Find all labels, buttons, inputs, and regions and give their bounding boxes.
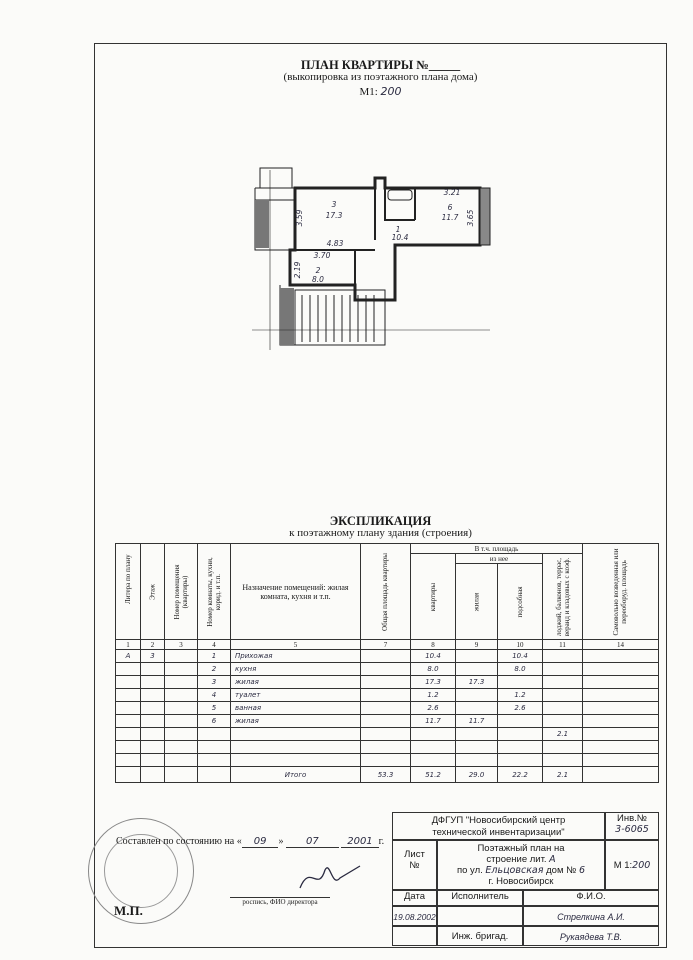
dim-3-65: 3.65 (466, 209, 475, 227)
table-row-empty (116, 754, 659, 767)
date-label: Дата (392, 890, 437, 906)
room-1-area: 10.4 (391, 233, 409, 242)
table-row-empty (116, 741, 659, 754)
executor-name: Стрелкина А.И. (523, 906, 659, 926)
hdr-apartment-no: Номер помещения (квартиры) (165, 544, 198, 640)
room-3-area: 17.3 (325, 211, 343, 220)
total-row: Итого 53.3 51.2 29.0 22.2 2.1 (116, 767, 659, 783)
table-row: 2.1 (116, 728, 659, 741)
executor-label: Исполнитель (437, 890, 523, 906)
title-block (392, 812, 659, 947)
hdr-purpose: Назначение помещений: жилая комната, кухня и т.п. (231, 544, 361, 640)
hdr-incl-area: В т.ч. площадь (411, 544, 583, 554)
dim-4-83: 4.83 (326, 239, 344, 248)
explication-subtitle: к поэтажному плану здания (строения) (289, 527, 472, 539)
director-signature (290, 858, 370, 898)
plan-subtitle: (выкопировка из поэтажного плана дома) (283, 71, 478, 83)
room-6-number: 6 (447, 203, 453, 212)
signature-label: роспись, ФИО директора (230, 897, 330, 906)
dim-3-70: 3.70 (313, 251, 331, 260)
hdr-room-no: Номер комнаты, кухни, корид. и т.п. (198, 544, 231, 640)
room-2-area: 8.0 (312, 275, 324, 284)
room-2-number: 2 (315, 266, 321, 275)
hdr-auxiliary: подсобная (498, 564, 543, 640)
hdr-unauthorized: Самовольно возведенная или переоборуд. площадь (583, 544, 659, 640)
explication-title: ЭКСПЛИКАЦИЯ (329, 514, 432, 528)
plan-title: ПЛАН КВАРТИРЫ №_____ (300, 58, 461, 72)
hdr-floor: Этаж (141, 544, 165, 640)
hdr-of-which: из нее (456, 554, 543, 564)
explication-table (115, 543, 659, 783)
table-row: 2 кухня 8.0 8.0 (116, 663, 659, 676)
mp-label: М.П. (114, 903, 143, 918)
table-row: 4 туалет 1.2 1.2 (116, 689, 659, 702)
date-value: 19.08.2002 (392, 906, 437, 926)
brigade-empty (392, 926, 437, 946)
inventory-number: Инв.№ 3-6065 (605, 812, 659, 840)
hdr-balconies: лоджий, балконов, террас, веранд и кладовых с коэф. (543, 554, 583, 640)
sheet-cell: Лист № (392, 840, 437, 890)
table-row: 3 жилая 17.3 17.3 (116, 676, 659, 689)
room-6-area: 11.7 (441, 213, 459, 222)
hdr-total-area: Общая площадь квартиры (361, 544, 411, 640)
column-numbers-row: 1 2 3 4 5 7 8 9 10 11 14 (116, 640, 659, 650)
brigade-label: Инж. бригад. (437, 926, 523, 946)
room-1-number: 1 (395, 225, 401, 234)
compiled-date-line: Составлен по состоянию на « 09 » 07 2001 г. (116, 836, 385, 847)
dim-2-19: 2.19 (293, 261, 302, 279)
org-name: ДФГУП "Новосибирский центр технической инвентаризации" (392, 812, 605, 840)
executor-empty (437, 906, 523, 926)
plan-description: Поэтажный план на строение лит. А по ул. Ельцовская дом № 6 г. Новосибирск (437, 840, 605, 890)
table-row: 5 ванная 2.6 2.6 (116, 702, 659, 715)
plan-scale: М1: 200 (359, 85, 402, 98)
brigade-name: Рукаядева Т.В. (523, 926, 659, 946)
table-row: 6 жилая 11.7 11.7 (116, 715, 659, 728)
dim-3-21: 3.21 (443, 188, 461, 197)
hdr-living: жилая (456, 564, 498, 640)
fio-label: Ф.И.О. (523, 890, 659, 906)
table-row: А 3 1 Прихожая 10.4 10.4 (116, 650, 659, 663)
scale-cell: М 1:200 (605, 840, 659, 890)
floor-plan-drawing (250, 160, 500, 350)
hdr-litera: Литера по плану (116, 544, 141, 640)
room-3-number: 3 (331, 200, 337, 209)
hdr-apartment: квартиры (411, 554, 456, 640)
dim-3-59: 3.59 (295, 209, 304, 227)
